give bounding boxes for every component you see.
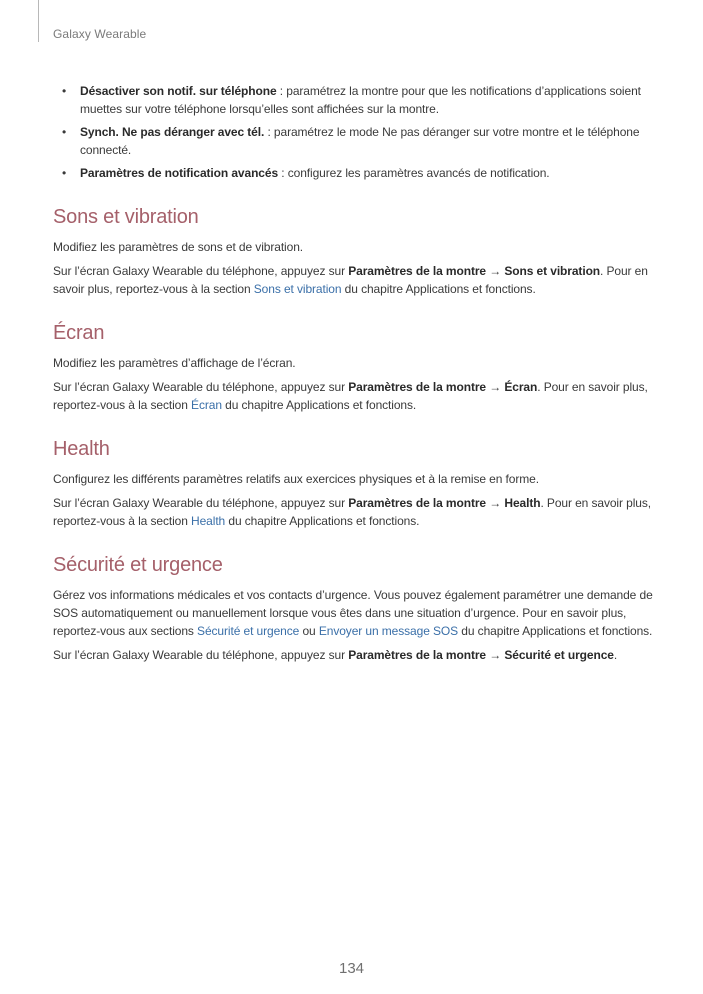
bullet-icon: • — [62, 125, 67, 139]
header-rule — [38, 0, 39, 42]
arrow-icon: → — [486, 264, 505, 278]
notification-options-list — [53, 82, 653, 182]
instruction-text: . Pour en savoir plus, reportez-vous à la section — [53, 496, 651, 528]
section-instructions — [53, 494, 653, 530]
section-ecran — [53, 320, 653, 414]
section-instructions — [53, 378, 653, 414]
section-intro: Modifiez les paramètres de sons et de vibration. — [53, 240, 303, 254]
section-heading: Sons et vibration — [53, 206, 199, 228]
section-link[interactable]: Health — [191, 514, 226, 528]
section-link[interactable]: Sécurité et urgence — [197, 624, 300, 638]
menu-path-settings: Paramètres de la montre — [348, 380, 486, 394]
option-term: Synch. Ne pas déranger avec tél. — [80, 125, 265, 139]
option-term: Désactiver son notif. sur téléphone — [80, 84, 277, 98]
instruction-text: . Pour en savoir plus, reportez-vous à la section — [53, 380, 648, 412]
section-heading: Health — [53, 438, 110, 460]
page-number: 134 — [338, 960, 365, 977]
section-securite-urgence — [53, 552, 653, 664]
instruction-text: . — [613, 648, 618, 662]
instruction-text: du chapitre Applications et fonctions. — [225, 514, 420, 528]
instruction-text: Sur l’écran Galaxy Wearable du téléphone, appuyez sur — [53, 648, 349, 662]
menu-path-settings: Paramètres de la montre — [348, 496, 486, 510]
option-term: Paramètres de notification avancés — [80, 166, 279, 180]
list-item — [53, 164, 653, 182]
menu-path-target: Sons et vibration — [504, 264, 601, 278]
intro-text: Gérez vos informations médicales et vos contacts d’urgence. Vous pouvez également paramétrer une demande de SOS automatiquement ou manuellement lorsque vous êtes dans une situation d’urgence. Pour en savoir plus, reportez-vous aux sections — [53, 588, 653, 638]
header-title: Galaxy Wearable — [53, 27, 147, 41]
bullet-icon: • — [62, 166, 67, 180]
list-item — [53, 123, 653, 159]
menu-path-settings: Paramètres de la montre — [348, 648, 486, 662]
page-content — [53, 82, 653, 682]
section-intro: Modifiez les paramètres d’affichage de l’écran. — [53, 356, 296, 370]
instruction-text: . Pour en savoir plus, reportez-vous à la section — [53, 264, 648, 296]
menu-path-target: Health — [504, 496, 541, 510]
section-link[interactable]: Sons et vibration — [253, 282, 342, 296]
section-instructions — [53, 262, 653, 298]
arrow-icon: → — [486, 648, 505, 662]
section-intro: Configurez les différents paramètres relatifs aux exercices physiques et à la remise en forme. — [53, 472, 539, 486]
section-heading: Sécurité et urgence — [53, 554, 223, 576]
menu-path-settings: Paramètres de la montre — [348, 264, 486, 278]
menu-path-target: Écran — [504, 380, 538, 394]
arrow-icon: → — [486, 380, 505, 394]
intro-text: du chapitre Applications et fonctions. — [458, 624, 653, 638]
section-intro — [53, 586, 653, 640]
instruction-text: Sur l’écran Galaxy Wearable du téléphone, appuyez sur — [53, 380, 349, 394]
list-item — [53, 82, 653, 118]
section-sons-vibration — [53, 204, 653, 298]
option-description: : configurez les paramètres avancés de notification. — [278, 166, 550, 180]
bullet-icon: • — [62, 84, 67, 98]
section-instructions — [53, 646, 653, 664]
instruction-text: Sur l’écran Galaxy Wearable du téléphone, appuyez sur — [53, 496, 349, 510]
option-description: : paramétrez la montre pour que les notifications d’applications soient muettes sur votre téléphone lorsqu’elles sont affichées sur la montre. — [80, 84, 641, 116]
instruction-text: du chapitre Applications et fonctions. — [221, 398, 417, 412]
instruction-text: du chapitre Applications et fonctions. — [341, 282, 536, 296]
section-link[interactable]: Envoyer un message SOS — [318, 624, 459, 638]
arrow-icon: → — [486, 496, 505, 510]
section-health — [53, 436, 653, 530]
instruction-text: Sur l’écran Galaxy Wearable du téléphone, appuyez sur — [53, 264, 349, 278]
option-description: : paramétrez le mode Ne pas déranger sur votre montre et le téléphone connecté. — [80, 125, 640, 157]
section-link[interactable]: Écran — [191, 398, 222, 412]
section-heading: Écran — [53, 322, 105, 344]
menu-path-target: Sécurité et urgence — [504, 648, 614, 662]
intro-text: ou — [299, 624, 319, 638]
